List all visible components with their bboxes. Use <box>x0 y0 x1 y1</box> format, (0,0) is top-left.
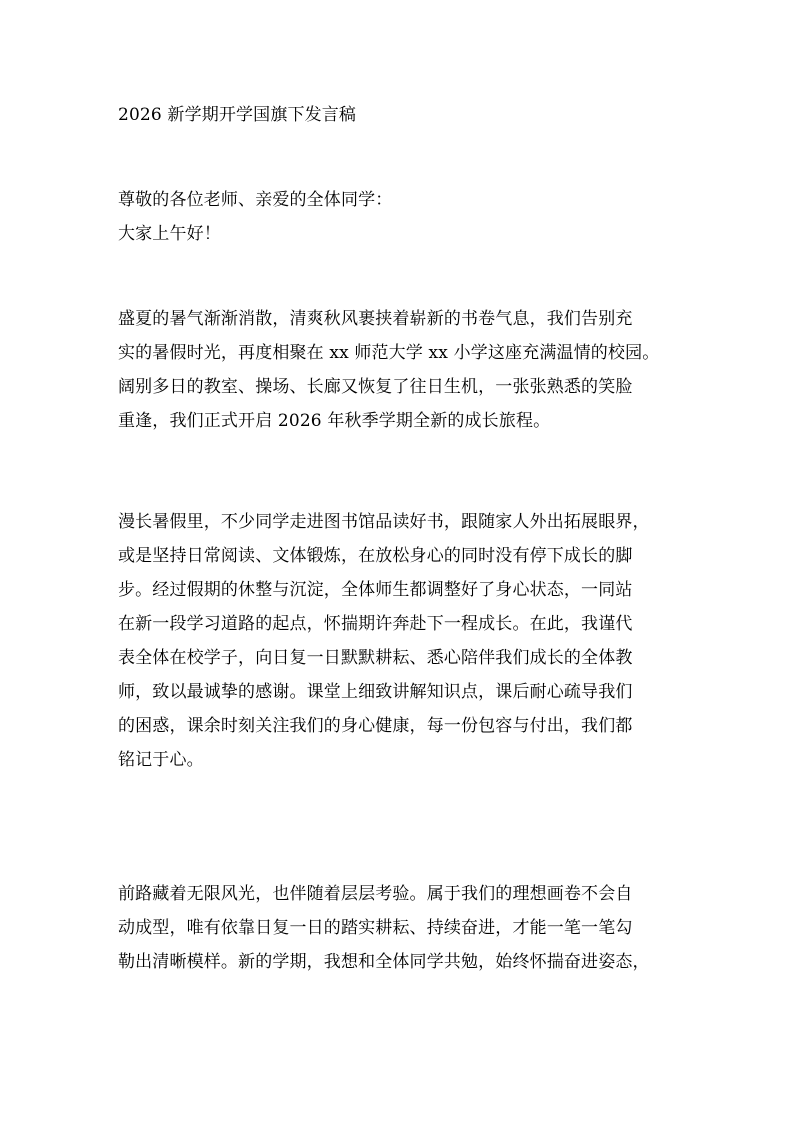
paragraph-line: 盛夏的暑气渐渐消散，清爽秋风裹挟着崭新的书卷气息，我们告别充 <box>118 309 633 329</box>
paragraph-line: 漫长暑假里，不少同学走进图书馆品读好书，跟随家人外出拓展眼界， <box>118 512 650 532</box>
paragraph-line: 在新一段学习道路的起点，怀揣期许奔赴下一程成长。在此，我谨代 <box>118 614 633 634</box>
paragraph-line: 勒出清晰模样。新的学期，我想和全体同学共勉，始终怀揣奋进姿态， <box>118 952 650 972</box>
paragraph-line: 师，致以最诚挚的感谢。课堂上细致讲解知识点，课后耐心疏导我们 <box>118 682 633 702</box>
paragraph-line: 的困惑，课余时刻关注我们的身心健康，每一份包容与付出，我们都 <box>118 716 633 736</box>
speech-title: 2026 新学期开学国旗下发言稿 <box>118 105 357 125</box>
paragraph-line: 前路藏着无限风光，也伴随着层层考验。属于我们的理想画卷不会自 <box>118 884 633 904</box>
paragraph-line: 铭记于心。 <box>118 750 204 770</box>
paragraph-line: 步。经过假期的休整与沉淀，全体师生都调整好了身心状态，一同站 <box>118 580 633 600</box>
greeting-line: 尊敬的各位老师、亲爱的全体同学： <box>118 190 393 210</box>
paragraph-line: 或是坚持日常阅读、文体锻炼，在放松身心的同时没有停下成长的脚 <box>118 546 633 566</box>
paragraph-line: 阔别多日的教室、操场、长廊又恢复了往日生机，一张张熟悉的笑脸 <box>118 377 633 397</box>
paragraph-1 <box>118 302 688 438</box>
salutation-line: 大家上午好！ <box>118 224 221 244</box>
paragraph-line: 实的暑假时光，再度相聚在 xx 师范大学 xx 小学这座充满温情的校园。 <box>118 343 660 363</box>
paragraph-line: 动成型，唯有依靠日复一日的踏实耕耘、持续奋进，才能一笔一笔勾 <box>118 918 633 938</box>
paragraph-line: 表全体在校学子，向日复一日默默耕耘、悉心陪伴我们成长的全体教 <box>118 648 633 668</box>
paragraph-3 <box>118 877 688 979</box>
paragraph-2 <box>118 505 688 777</box>
paragraph-line: 重逢，我们正式开启 2026 年秋季学期全新的成长旅程。 <box>118 411 551 431</box>
